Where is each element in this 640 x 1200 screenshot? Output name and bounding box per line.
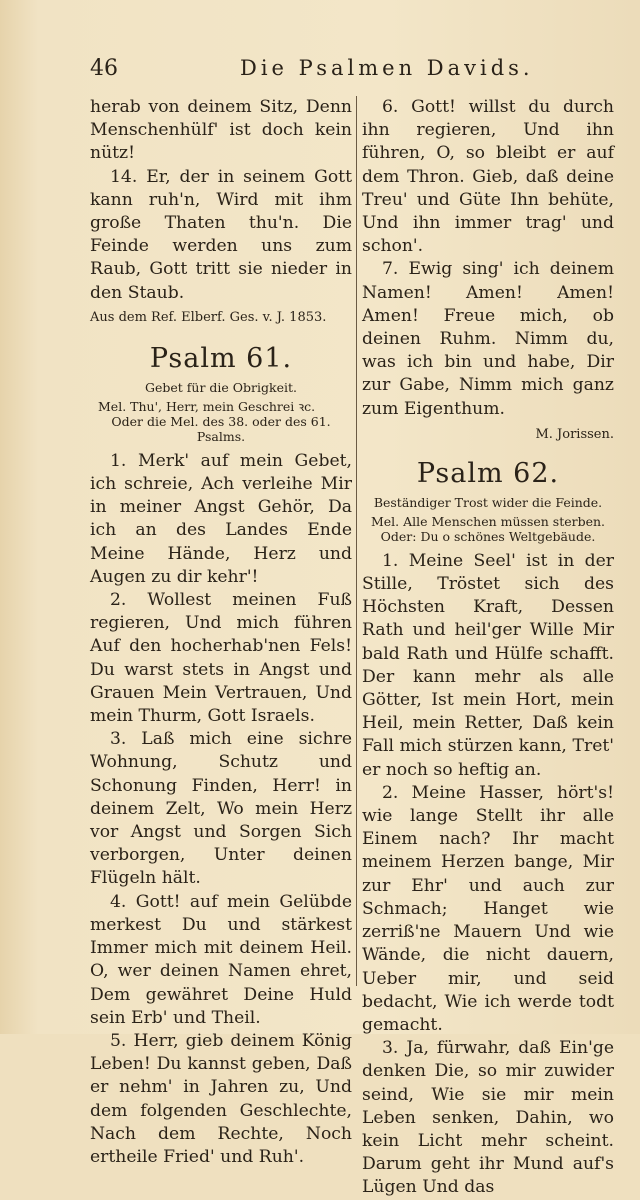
- psalm-62-subtitle: Beständiger Trost wider die Feinde.: [373, 494, 603, 510]
- psalm-61-verse-2: 2. Wollest meinen Fuß regieren, Und mich führen Auf den hocherhab'nen Fels! Du warst stets in Angst und Grauen Mein Vertrauen, Und mein Thurm, Gott Israels.: [90, 590, 352, 727]
- psalm-61-verse-4: 4. Gott! auf mein Gelübde merkest Du und stärkest Immer mich mit deinem Heil. O, wer deinen Namen ehret, Dem gewähret Deine Huld sein Erb' und Theil.: [90, 891, 352, 1028]
- psalm-61-verse-1: 1. Merk' auf mein Gebet, ich schreie, Ach verleihe Mir in meiner Angst Gehör, Da ich an des Landes Ende Meine Hände, Herz und Augen zu dir kehr'!: [90, 450, 352, 587]
- psalm-61-subtitle: Gebet für die Obrigkeit.: [145, 379, 297, 395]
- psalm-61-verse-6: 6. Gott! willst du durch ihn regieren, Und ihn führen, O, so bleibt er auf dem Thron. Gieb, daß deine Treu' und Güte Ihn behüte, Und ihn immer trag' und schon'.: [362, 97, 614, 257]
- psalm-61-melody-alt: Oder die Mel. des 38. oder des 61. Psalms.: [111, 413, 331, 444]
- left-column: [90, 96, 352, 1169]
- psalm-62-melody: Mel. Alle Menschen müssen sterben.: [370, 513, 606, 529]
- page-number: 46: [90, 56, 118, 81]
- psalm-62-melody-alt: Oder: Du o schönes Weltgebäude.: [380, 528, 596, 544]
- psalm-61-verse-7: 7. Ewig sing' ich deinem Namen! Amen! Amen! Amen! Freue mich, ob deinen Ruhm. Nimm du, was ich bin und habe, Dir zur Gabe, Nimm mich ganz zum Eigenthum.: [362, 259, 614, 419]
- psalm-61-verse-3: 3. Laß mich eine sichre Wohnung, Schutz und Schonung Finden, Herr! in deinem Zelt, Wo mein Herz vor Angst und Sorgen Sich verborgen, Unter deinen Flügeln hält.: [90, 729, 352, 889]
- author-attribution: M. Jorissen.: [535, 426, 614, 442]
- psalm-62-verse-3: 3. Ja, fürwahr, daß Ein'ge denken Die, so mir zuwider seind, Wie sie mir mein Leben senken, Dahin, wo kein Licht mehr scheint. Darum geht ihr Mund auf's Lügen Und das: [362, 1038, 614, 1198]
- psalm-62-verse-2: 2. Meine Hasser, hört's! wie lange Stellt ihr alle Einem nach? Ihr macht meinem Herzen bange, Mir zur Ehr' und auch zur Schmach; Hanget wie zerriß'ne Mauern Und wie Wände, die nicht dauern, Ueber mir, und seid bedacht, Wie ich werde todt gemacht.: [362, 782, 614, 1035]
- psalm-61-melody: Mel. Thu', Herr, mein Geschrei ꝛc.: [98, 398, 316, 414]
- source-note: Aus dem Ref. Elberf. Ges. v. J. 1853.: [90, 309, 327, 325]
- psalm-62-title: Psalm 62.: [416, 457, 560, 489]
- running-title: Die Psalmen Davids.: [240, 56, 534, 80]
- verse-continuation: herab von deinem Sitz, Denn Menschenhülf' ist doch kein nütz!: [90, 97, 352, 164]
- psalm-61-title: Psalm 61.: [149, 342, 293, 374]
- right-column: [362, 96, 614, 1200]
- psalm-61-verse-5: 5. Herr, gieb deinem König Leben! Du kannst geben, Daß er nehm' in Jahren zu, Und dem folgenden Geschlechte, Nach dem Rechte, Noch ertheile Fried' und Ruh'.: [90, 1030, 352, 1167]
- verse-14: 14. Er, der in seinem Gott kann ruh'n, Wird mit ihm große Thaten thu'n. Die Feinde werden uns zum Raub, Gott tritt sie nieder in den Staub.: [90, 166, 352, 303]
- page-header: [90, 56, 610, 86]
- column-divider: [356, 96, 357, 986]
- psalm-62-verse-1: 1. Meine Seel' ist in der Stille, Tröstet sich des Höchsten Kraft, Dessen Rath und heil'ger Wille Mir bald Rath und Hülfe schafft. Der kann mehr als alle Götter, Ist mein Hort, mein Heil, mein Retter, Daß kein Fall mich stürzen kann, Tret' er noch so heftig an.: [362, 550, 614, 780]
